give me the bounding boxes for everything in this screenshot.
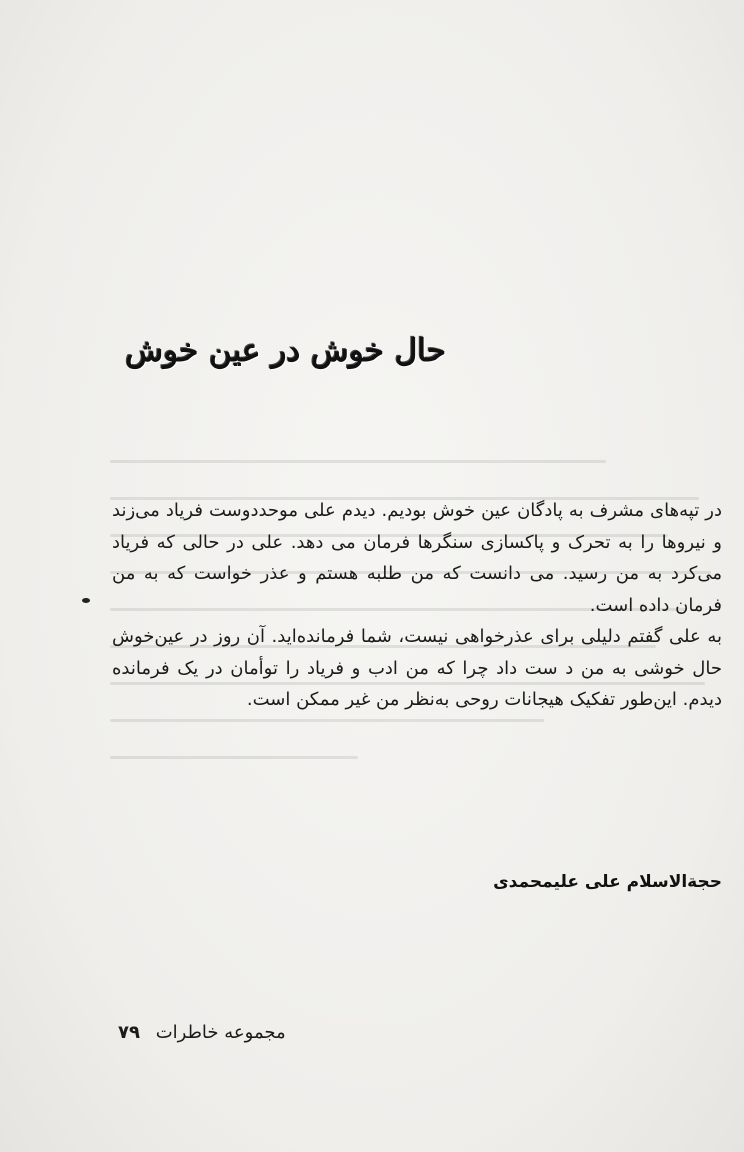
author-signature: حجة‌الاسلام علی علیمحمدی <box>493 872 722 892</box>
page-number: ۷۹ <box>118 1022 140 1043</box>
page-title: حال خوش در عین خوش <box>125 333 446 369</box>
page-footer <box>118 1022 286 1043</box>
paragraph-1: در تپه‌های مشرف به پادگان عین خوش بودیم. دیدم علی موحددوست فریاد می‌زند و نیروها را به تحرک و پاکسازی سنگرها فرمان می دهد. علی در حالی که فریاد می‌کرد به من رسید. می دانست که من طلبه هستم و عذر خواست که به من فرمان داده است. <box>112 500 722 616</box>
footer-book-title: مجموعه خاطرات <box>155 1022 286 1043</box>
ink-spot <box>82 598 90 603</box>
paragraph-2: به علی گفتم دلیلی برای عذرخواهی نیست، شما فرمانده‌اید. آن روز در عین‌خوش حال خوشی به من د ست داد چرا که من ادب و فریاد را توأمان در یک فرمانده دیدم. این‌طور تفکیک هیجانات روحی به‌نظر من غیر ممکن است. <box>112 626 722 710</box>
body-text <box>112 495 722 716</box>
